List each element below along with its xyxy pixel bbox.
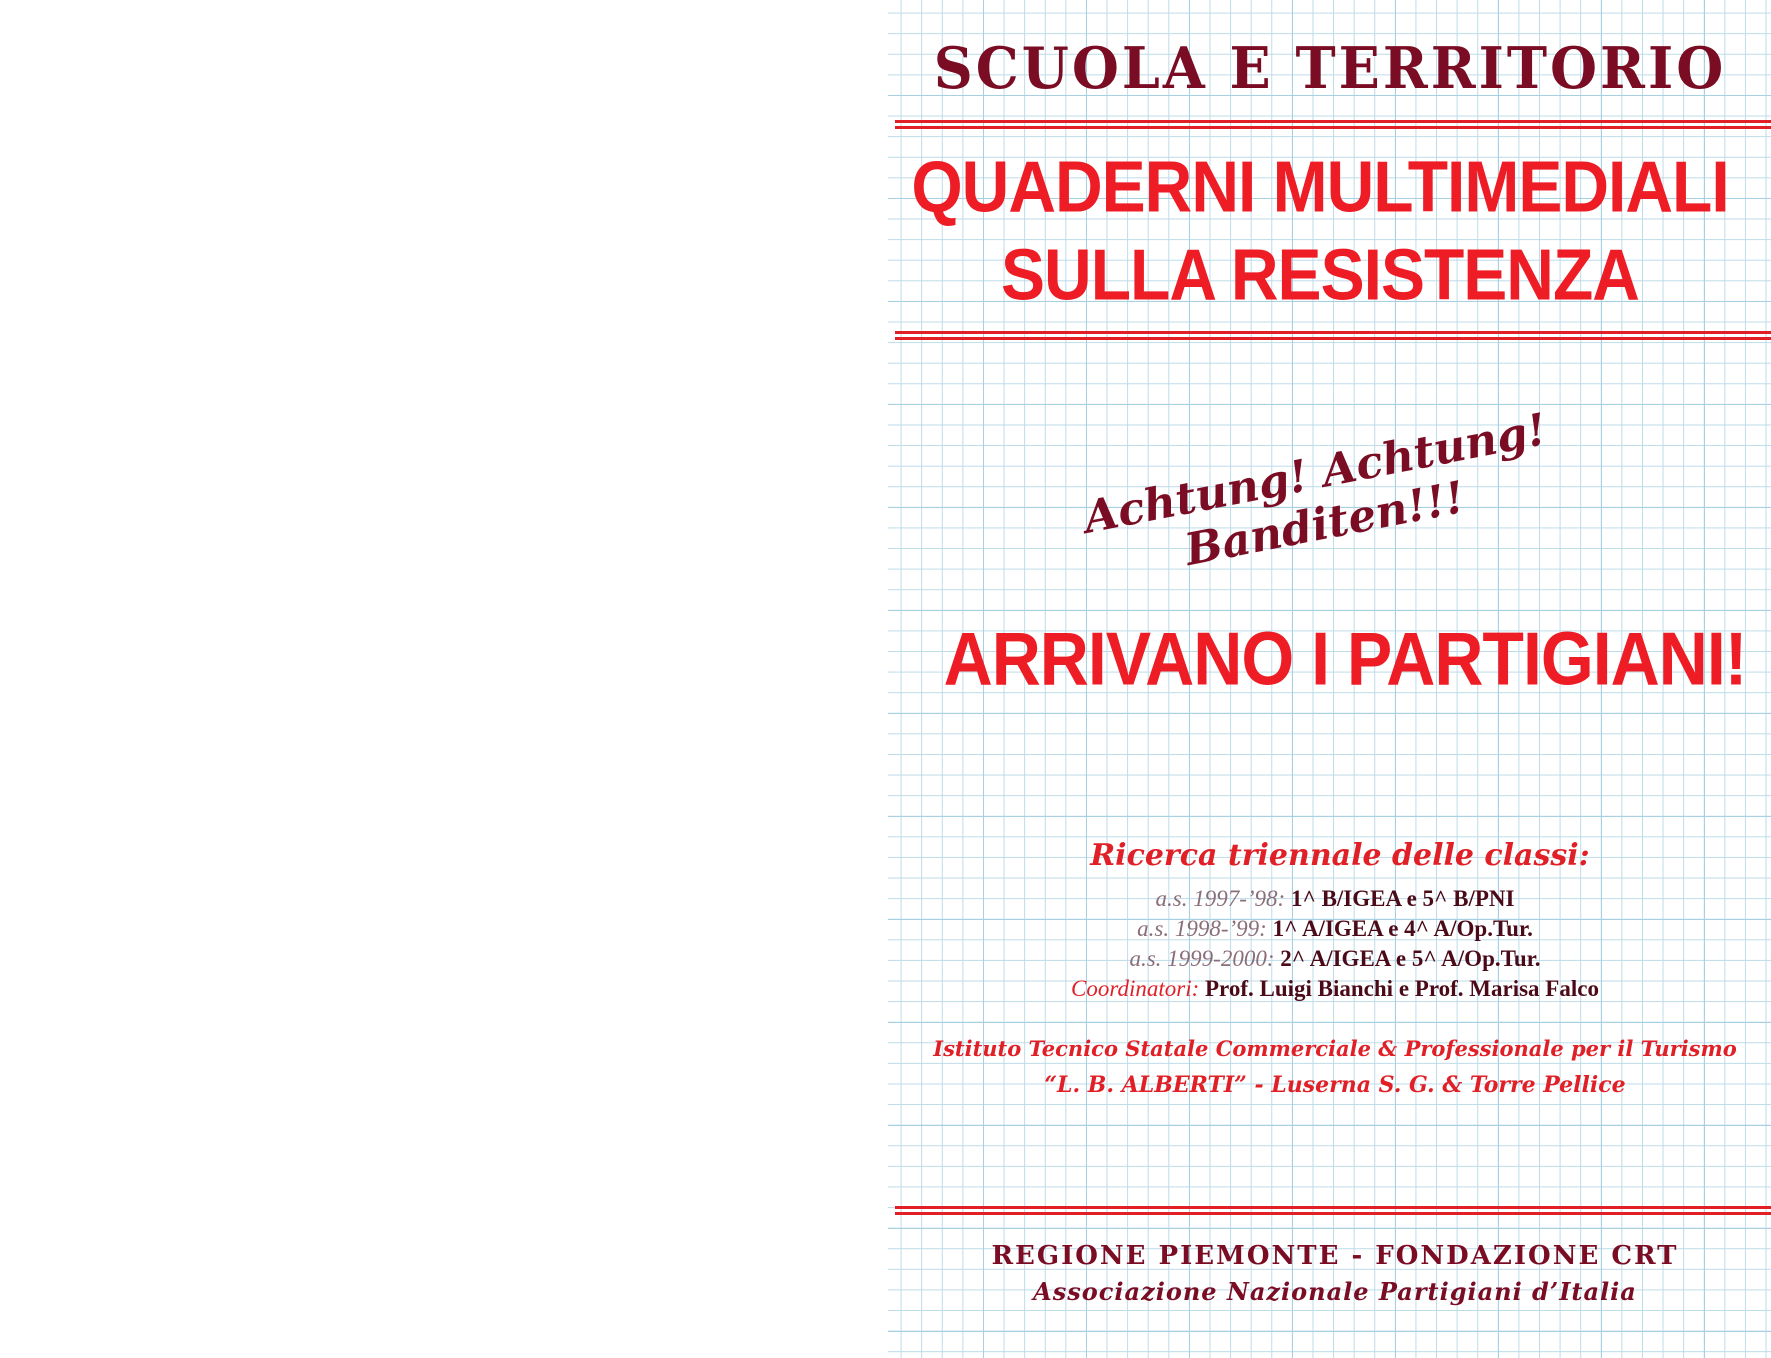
coordinators-row	[900, 976, 1770, 1002]
institute-name: Istituto Tecnico Statale Commerciale & Professionale per il Turismo	[933, 1036, 1737, 1061]
institute-location: “L. B. ALBERTI” - Luserna S. G. & Torre Pellice	[1044, 1072, 1626, 1098]
school-year-classes: 1^ B/IGEA e 5^ B/PNI	[1285, 886, 1515, 911]
coordinators-names: Prof. Luigi Bianchi e Prof. Marisa Falco	[1199, 976, 1599, 1001]
series-title: SCUOLA E TERRITORIO	[933, 34, 1727, 102]
subtitle: ARRIVANO I PARTIGIANI!	[943, 617, 1747, 701]
main-title	[900, 142, 1740, 318]
school-year-label: a.s. 1998-’99:	[1137, 916, 1267, 941]
school-year-row	[900, 946, 1770, 972]
divider-rule-middle	[895, 331, 1771, 340]
school-year-row	[900, 916, 1770, 942]
school-year-classes: 2^ A/IGEA e 5^ A/Op.Tur.	[1274, 946, 1541, 971]
coordinators-label: Coordinatori:	[1071, 976, 1200, 1001]
school-year-row	[900, 886, 1770, 912]
research-heading: Ricerca triennale delle classi:	[1090, 838, 1590, 873]
divider-rule-top	[895, 120, 1771, 129]
main-title-line-1: QUADERNI MULTIMEDIALI	[911, 145, 1729, 227]
sponsor-line-2: Associazione Nazionale Partigiani d’Italia	[1033, 1277, 1637, 1306]
main-title-line-2: SULLA RESISTENZA	[1001, 233, 1639, 315]
alert-slogan: Achtung! Achtung! Banditen!!!	[1079, 404, 1551, 577]
school-year-label: a.s. 1997-’98:	[1155, 886, 1286, 911]
sponsor-line-1: REGIONE PIEMONTE - FONDAZIONE CRT	[991, 1241, 1679, 1271]
divider-rule-bottom	[895, 1206, 1771, 1215]
school-year-classes: 1^ A/IGEA e 4^ A/Op.Tur.	[1266, 916, 1533, 941]
school-year-label: a.s. 1999-2000:	[1129, 946, 1275, 971]
